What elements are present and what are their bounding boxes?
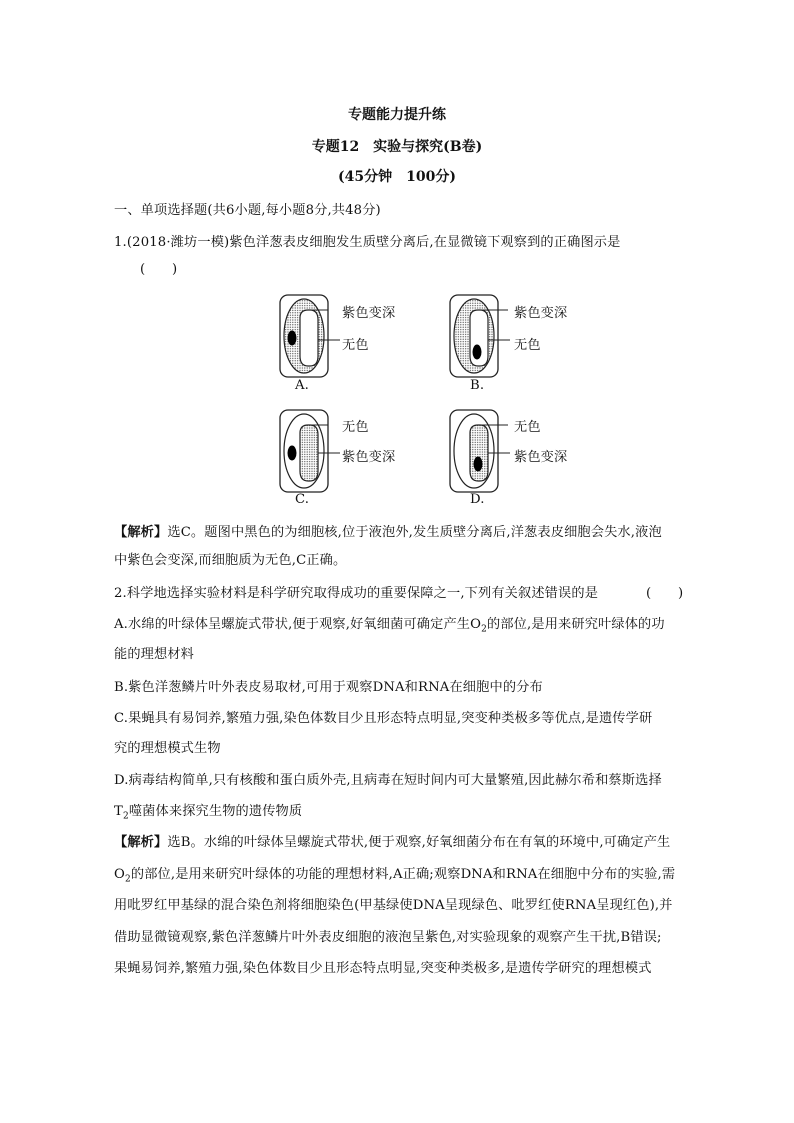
subscript: 2 [124, 874, 131, 885]
panel-b [450, 295, 510, 377]
panel-a-bottom-label: 无色 [342, 338, 369, 353]
q1-figure [270, 290, 590, 510]
q1-blank: ( ) [140, 262, 178, 277]
panel-b-bottom-label: 无色 [514, 338, 541, 353]
doc-title: 专题能力提升练 [348, 107, 446, 123]
text: 噬菌体来探究生物的遗传物质 [128, 804, 303, 819]
q1-stem: 1.(2018·潍坊一模)紫色洋葱表皮细胞发生质壁分离后,在显微镜下观察到的正确图示是 [114, 235, 621, 250]
q2-option-d-line2 [114, 800, 302, 822]
q2-stem: 2.科学地选择实验材料是科学研究取得成功的重要保障之一,下列有关叙述错误的是 [114, 586, 599, 601]
panel-d [450, 410, 510, 492]
q2-option-a-line1 [114, 613, 665, 635]
q2-option-d-line1: D.病毒结构简单,只有核酸和蛋白质外壳,且病毒在短时间内可大量繁殖,因此赫尔希和蔡斯选择 [114, 773, 662, 788]
panel-d-bottom-label: 紫色变深 [514, 450, 568, 465]
q2-option-b: B.紫色洋葱鳞片叶外表皮易取材,可用于观察DNA和RNA在细胞中的分布 [114, 680, 543, 695]
q2-analysis-line3: 用吡罗红甲基绿的混合染色剂将细胞染色(甲基绿使DNA呈现绿色、吡罗红使RNA呈现红色),并 [114, 898, 673, 913]
panel-c [280, 410, 340, 492]
q2-analysis-line5: 果蝇易饲养,繁殖力强,染色体数目少且形态特点明显,突变种类极多,是遗传学研究的理想模式 [114, 961, 652, 976]
text: A.水绵的叶绿体呈螺旋式带状,便于观察,好氧细菌可确定产生O [114, 617, 482, 632]
text: T [114, 804, 123, 819]
q2-blank: ( ) [646, 586, 684, 601]
doc-time: (45分钟 100分) [338, 169, 456, 185]
q2-analysis-line2 [114, 863, 675, 885]
panel-b-top-label: 紫色变深 [514, 306, 568, 321]
q1-analysis-line1 [114, 521, 662, 540]
analysis-text: 选B。水绵的叶绿体呈螺旋式带状,便于观察,好氧细菌分布在有氧的环境中,可确定产生 [167, 835, 671, 850]
q2-analysis-line1 [114, 831, 670, 850]
analysis-tag: 【解析】 [114, 835, 168, 850]
panel-c-bottom-label: 紫色变深 [342, 450, 396, 465]
doc-subtitle: 专题12 实验与探究(B卷) [311, 139, 483, 155]
subscript: 2 [122, 811, 129, 822]
q1-analysis-line2: 中紫色会变深,而细胞质为无色,C正确。 [114, 553, 347, 568]
q2-option-c-line2: 究的理想模式生物 [114, 741, 221, 756]
text: 的部位,是用来研究叶绿体的功能的理想材料,A正确;观察DNA和RNA在细胞中分布的实验,需 [130, 867, 676, 882]
text: O [114, 867, 125, 882]
panel-c-letter: C. [295, 492, 310, 507]
text: 的部位,是用来研究叶绿体的功 [487, 617, 665, 632]
analysis-text: 选C。题图中黑色的为细胞核,位于液泡外,发生质壁分离后,洋葱表皮细胞会失水,液泡 [167, 525, 662, 540]
panel-c-top-label: 无色 [342, 420, 369, 435]
section-heading: 一、单项选择题(共6小题,每小题8分,共48分) [114, 203, 381, 218]
subscript: 2 [481, 624, 487, 635]
panel-a-top-label: 紫色变深 [342, 306, 396, 321]
panel-b-letter: B. [470, 378, 485, 393]
q2-analysis-line4: 借助显微镜观察,紫色洋葱鳞片叶外表皮细胞的液泡呈紫色,对实验现象的观察产生干扰,B错误; [114, 930, 662, 945]
panel-d-letter: D. [470, 492, 485, 507]
panel-d-top-label: 无色 [514, 420, 541, 435]
cell-diagrams [270, 290, 590, 510]
analysis-tag: 【解析】 [114, 525, 168, 540]
q2-option-a-line2: 能的理想材料 [114, 647, 195, 662]
panel-a [280, 295, 340, 377]
q2-option-c-line1: C.果蝇具有易饲养,繁殖力强,染色体数目少且形态特点明显,突变种类极多等优点,是遗传学研 [114, 711, 653, 726]
panel-a-letter: A. [295, 378, 310, 393]
